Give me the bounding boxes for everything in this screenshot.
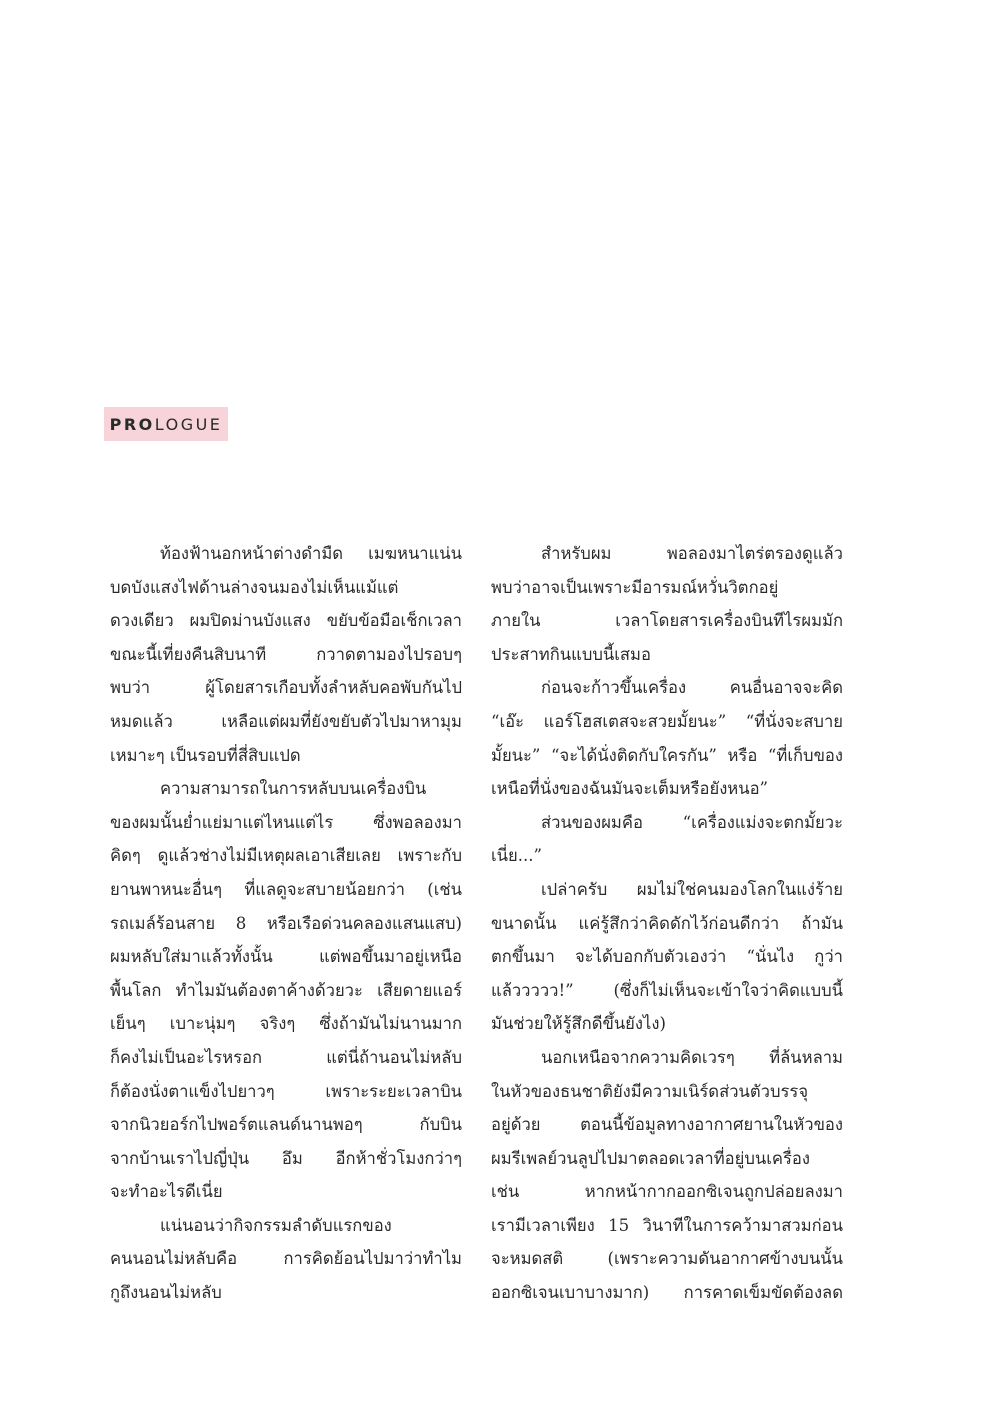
text-line: ก็คงไม่เป็นอะไรหรอก แต่นี่ถ้านอนไม่หลับ [110, 1047, 462, 1067]
text-line: ผมหลับใส่มาแล้วทั้งนั้น แต่พอขึ้นมาอยู่เหนือ [110, 947, 462, 967]
right-text-column [491, 537, 843, 1310]
text-line: มั้ยนะ” “จะได้นั่งติดกับใครกัน” หรือ “ที่เก็บของ [491, 745, 843, 765]
text-line: ภายใน เวลาโดยสารเครื่องบินทีไรผมมัก [491, 611, 843, 631]
text-line: ผมรีเพลย์วนลูปไปมาตลอดเวลาที่อยู่บนเครื่อง [491, 1148, 810, 1168]
text-line: จะหมดสติ (เพราะความดันอากาศข้างบนนั้น [491, 1249, 843, 1269]
section-label-rest: LOGUE [154, 414, 223, 434]
text-line: มันช่วยให้รู้สึกดีขึ้นยังไง) [491, 1014, 666, 1034]
text-line: อยู่ด้วย ตอนนี้ข้อมูลทางอากาศยานในหัวของ [491, 1115, 843, 1135]
text-line: เปล่าครับ ผมไม่ใช่คนมองโลกในแง่ร้าย [541, 879, 843, 899]
section-label-bold: PRO [109, 414, 155, 434]
text-line: ก็ต้องนั่งตาแข็งไปยาวๆ เพราะระยะเวลาบิน [110, 1081, 462, 1101]
text-line: กูถึงนอนไม่หลับ [110, 1283, 222, 1303]
text-line: ยานพาหนะอื่นๆ ที่แลดูจะสบายน้อยกว่า (เช่น [110, 879, 462, 899]
text-line: พบว่า ผู้โดยสารเกือบทั้งลำหลับคอพับกันไป [110, 678, 462, 698]
text-line: แล้ววววว!” (ซึ่งก็ไม่เห็นจะเข้าใจว่าคิดแบบนี้ [491, 980, 843, 1000]
text-line: สำหรับผม พอลองมาไตร่ตรองดูแล้ว [541, 544, 843, 563]
text-line: ของผมนั้นย่ำแย่มาแต่ไหนแต่ไร ซึ่งพอลองมา [110, 812, 462, 832]
text-line: จากนิวยอร์กไปพอร์ตแลนด์นานพอๆ กับบิน [110, 1115, 462, 1135]
text-line: เย็นๆ เบาะนุ่มๆ จริงๆ ซึ่งถ้ามันไม่นานมาก [110, 1014, 462, 1034]
text-line: เหนือที่นั่งของฉันมันจะเต็มหรือยังหนอ” [491, 779, 769, 799]
text-line: ออกซิเจนเบาบางมาก) การคาดเข็มขัดต้องลด [491, 1283, 843, 1303]
text-line: ขณะนี้เที่ยงคืนสิบนาที กวาดตามองไปรอบๆ [110, 644, 462, 664]
text-line: ในหัวของธนชาติยังมีความเนิร์ดส่วนตัวบรรจุ [491, 1081, 809, 1101]
section-label [104, 407, 228, 441]
text-line: เรามีเวลาเพียง 15 วินาทีในการคว้ามาสวมก่อน [491, 1215, 843, 1235]
text-line: ประสาทกินแบบนี้เสมอ [491, 644, 651, 664]
text-line: เนี่ย...” [491, 846, 543, 866]
text-line: ก่อนจะก้าวขึ้นเครื่อง คนอื่นอาจจะคิด [541, 678, 843, 698]
text-line: “เอ๊ะ แอร์โฮสเตสจะสวยมั้ยนะ” “ที่นั่งจะสบาย [491, 711, 843, 731]
text-line: คิดๆ ดูแล้วช่างไม่มีเหตุผลเอาเสียเลย เพราะกับ [110, 846, 462, 866]
text-line: พื้นโลก ทำไมมันต้องตาค้างด้วยวะ เสียดายแอร์ [110, 980, 462, 1000]
text-line: ความสามารถในการหลับบนเครื่องบิน [160, 779, 427, 799]
text-line: ขนาดนั้น แค่รู้สึกว่าคิดดักไว้ก่อนดีกว่า ถ้ามัน [491, 913, 843, 933]
text-line: ดวงเดียว ผมปิดม่านบังแสง ขยับข้อมือเช็กเวลา [110, 611, 462, 631]
text-line: เช่น หากหน้ากากออกซิเจนถูกปล่อยลงมา [491, 1182, 843, 1202]
text-line: เหมาะๆ เป็นรอบที่สี่สิบแปด [110, 745, 301, 765]
text-line: หมดแล้ว เหลือแต่ผมที่ยังขยับตัวไปมาหามุม [110, 711, 462, 731]
text-line: นอกเหนือจากความคิดเวรๆ ที่ล้นหลาม [541, 1047, 843, 1067]
text-line: คนนอนไม่หลับคือ การคิดย้อนไปมาว่าทำไม [110, 1249, 462, 1269]
text-line: จะทำอะไรดีเนี่ย [110, 1182, 223, 1202]
text-line: รถเมล์ร้อนสาย 8 หรือเรือด่วนคลองแสนแสบ) [110, 913, 462, 933]
left-text-column [110, 537, 462, 1310]
text-line: จากบ้านเราไปญี่ปุ่น อึม อีกห้าชั่วโมงกว่าๆ [110, 1148, 462, 1168]
text-line: พบว่าอาจเป็นเพราะมีอารมณ์หวั่นวิตกอยู่ [491, 577, 779, 597]
text-line: บดบังแสงไฟด้านล่างจนมองไม่เห็นแม้แต่ [110, 577, 399, 597]
text-line: ท้องฟ้านอกหน้าต่างดำมืด เมฆหนาแน่น [160, 544, 462, 563]
text-line: แน่นอนว่ากิจกรรมลำดับแรกของ [160, 1215, 392, 1235]
text-line: ส่วนของผมคือ “เครื่องแม่งจะตกมั้ยวะ [541, 812, 843, 832]
text-line: ตกขึ้นมา จะได้บอกกับตัวเองว่า “นั่นไง กูว่า [491, 947, 843, 967]
